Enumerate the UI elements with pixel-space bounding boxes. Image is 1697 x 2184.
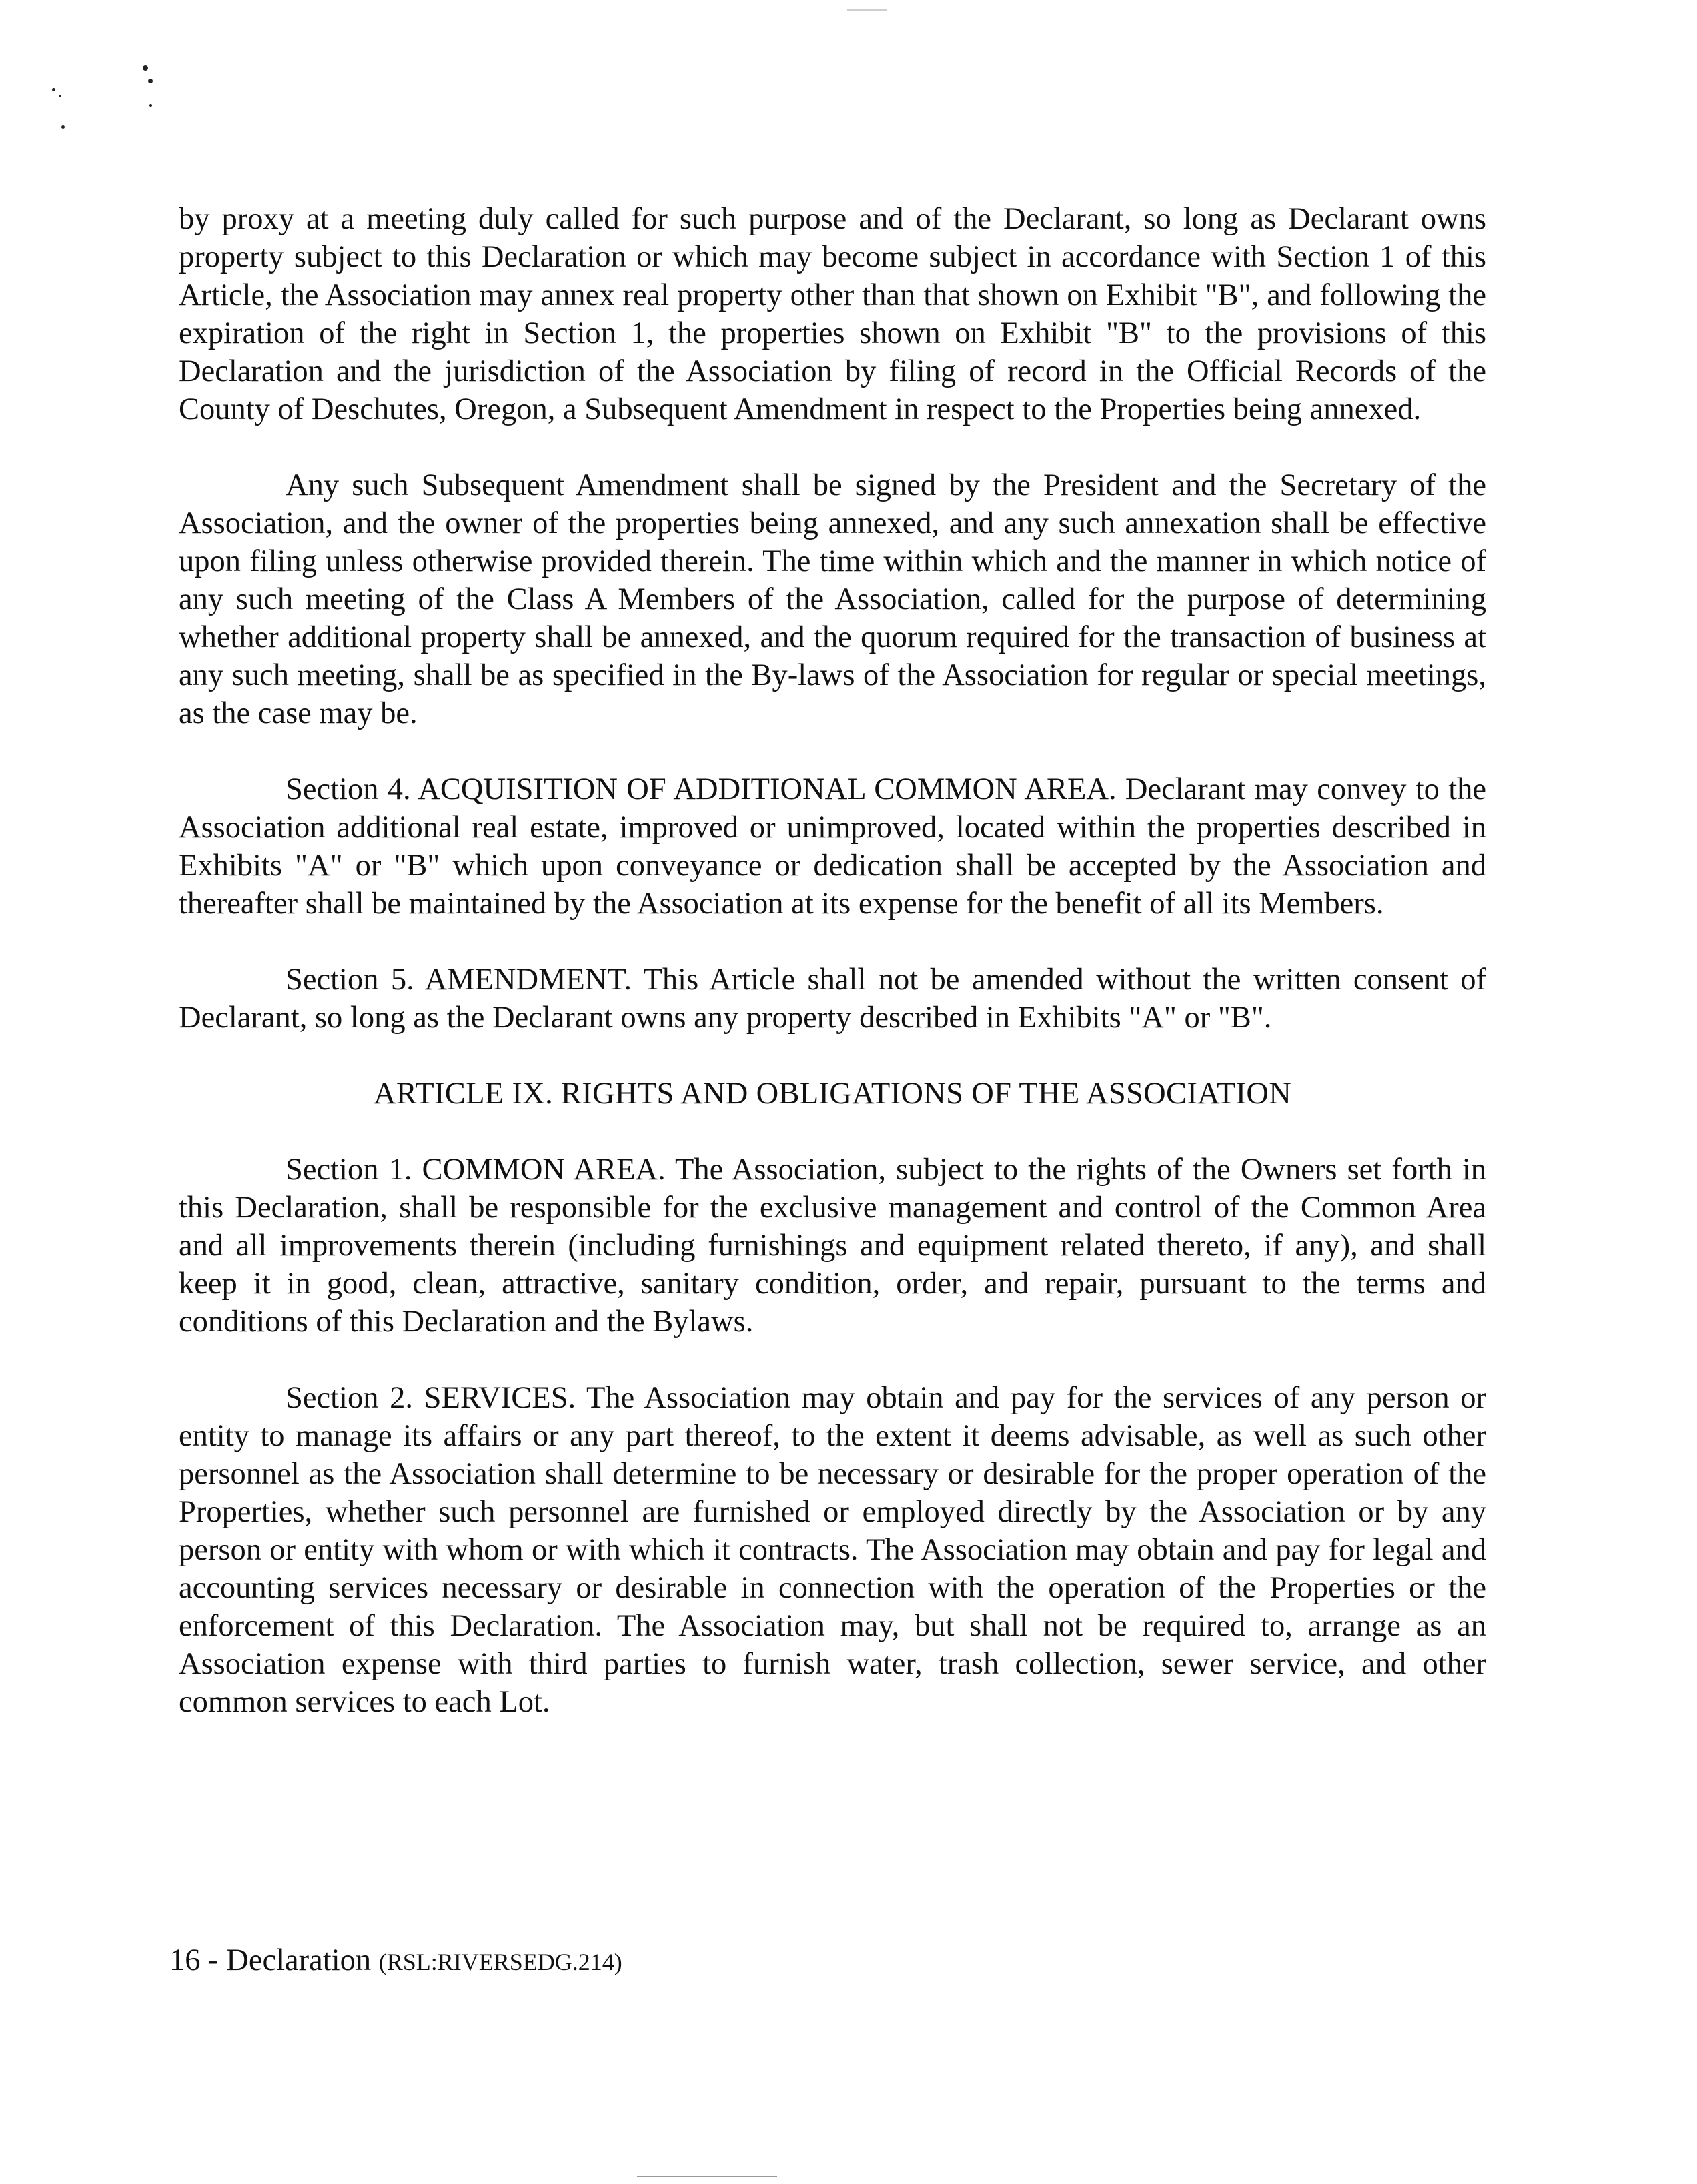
page-footer <box>169 1941 622 1981</box>
paragraph-ix-section-2: Section 2. SERVICES. The Association may obtain and pay for the services of any person or entity to manage its affairs or any part thereof, to the extent it deems advisable, as well as such other personnel as the Association shall determine to be necessary or desirable for the proper operation of the Properties, whether such personnel are furnished or employed directly by the Association or by any person or entity with whom or with which it contracts. The Association may obtain and pay for legal and accounting services necessary or desirable in connection with the operation of the Properties or the enforcement of this Declaration. The Association may, but shall not be required to, arrange as an Association expense with third parties to furnish water, trash collection, sewer service, and other common services to each Lot. <box>179 1381 1486 1719</box>
scan-speck <box>52 88 55 91</box>
paragraph-continuation: by proxy at a meeting duly called for such purpose and of the Declarant, so long as Declarant owns property subject to this Declaration or which may become subject in accordance with Section 1 of this Article, the Association may annex real property other than that shown on Exhibit "B", and following the expiration of the right in Section 1, the properties shown on Exhibit "B" to the provisions of this Declaration and the jurisdiction of the Association by filing of record in the Official Records of the County of Deschutes, Oregon, a Subsequent Amendment in respect to the Properties being annexed. <box>179 202 1486 426</box>
scan-speck <box>149 104 152 107</box>
paragraph-ix-section-1: Section 1. COMMON AREA. The Association, subject to the rights of the Owners set forth in this Declaration, shall be responsible for the exclusive management and control of the Common Area and all improvements therein (including furnishings and equipment related thereto, if any), and shall keep it in good, clean, attractive, sanitary condition, order, and repair, pursuant to the terms and conditions of this Declaration and the Bylaws. <box>179 1153 1486 1339</box>
scan-speck <box>143 65 148 71</box>
paragraph-section-4: Section 4. ACQUISITION OF ADDITIONAL COMMON AREA. Declarant may convey to the Association additional real estate, improved or unimproved, located within the properties described in Exhibits "A" or "B" which upon conveyance or dedication shall be accepted by the Association and thereafter shall be maintained by the Association at its expense for the benefit of all its Members. <box>179 772 1486 921</box>
paragraph-section-5: Section 5. AMENDMENT. This Article shall not be amended without the written consent of Declarant, so long as the Declarant owns any property described in Exhibits "A" or "B". <box>179 963 1486 1035</box>
scan-speck <box>59 95 61 97</box>
scan-line <box>637 2176 777 2177</box>
footer-reference: (RSL:RIVERSEDG.214) <box>378 1949 622 1975</box>
paragraph-subsequent-amendment: Any such Subsequent Amendment shall be signed by the President and the Secretary of the Association, and the owner of the properties being annexed, and any such annexation shall be effective upon filing unless otherwise provided therein. The time within which and the manner in which notice of any such meeting of the Class A Members of the Association, called for the purpose of determining whether additional property shall be annexed, and the quorum required for the transaction of business at any such meeting, shall be as specified in the By-laws of the Association for regular or special meetings, as the case may be. <box>179 468 1486 730</box>
scan-speck <box>148 79 153 83</box>
document-body <box>179 200 1486 1759</box>
scan-line <box>847 9 887 11</box>
article-heading: ARTICLE IX. RIGHTS AND OBLIGATIONS OF THE ASSOCIATION <box>373 1077 1292 1111</box>
scan-speck <box>61 125 65 129</box>
footer-page-label: 16 - Declaration <box>169 1943 372 1977</box>
